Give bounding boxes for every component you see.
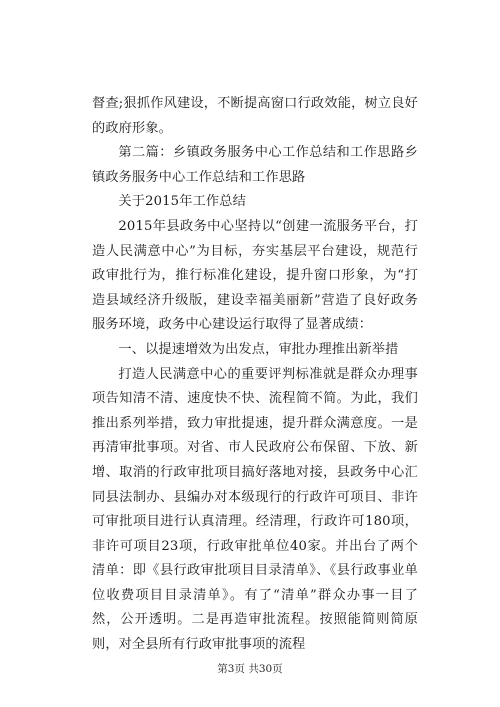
page-number: 第3页 共30页	[217, 663, 283, 675]
paragraph: 打造人民满意中心的重要评判标准就是群众办理事项告知清不清、速度快不快、流程简不简。为此，我们推出系列举措，致力审批提速，提升群众满意度。一是再清审批事项。对省、市人民政府公布保留、下放、新增、取消的行政审批项目搞好落地对接，县政务中心汇同县法制办、县编办对本级现行的行政许可项目、非许可审批项目进行认真清理。经清理，行政许可180项，非许可项目23项，行政审批单位40家。并出台了两个清单：即《县行政审批项目目录清单》、《县行政事业单位收费项目目录清单》。有了“清单”群众办事一目了然，公开透明。二是再造审批流程。按照能简则简原则，对全县所有行政审批事项的流程	[92, 366, 418, 653]
summary-title: 关于2015年工作总结	[118, 194, 246, 210]
paragraph: 督查;狠抓作风建设，不断提高窗口行政效能，树立良好的政府形象。	[92, 96, 418, 136]
paragraph: 2015年县政务中心坚持以“创建一流服务平台，打造人民满意中心”为目标，夯实基层平台建设，规范行政审批行为，推行标准化建设，提升窗口形象，为“打造县域经济升级版，建设幸福美丽新”营造了良好政务服务环境，政务中心建设运行取得了显著成绩：	[92, 218, 418, 333]
subsection-heading: 一、以提速增效为出发点，审批办理推出新举措	[118, 341, 399, 357]
section-heading: 第二篇：乡镇政务服务中心工作总结和工作思路乡镇政务服务中心工作总结和工作思路	[92, 145, 418, 185]
document-body	[92, 92, 418, 658]
